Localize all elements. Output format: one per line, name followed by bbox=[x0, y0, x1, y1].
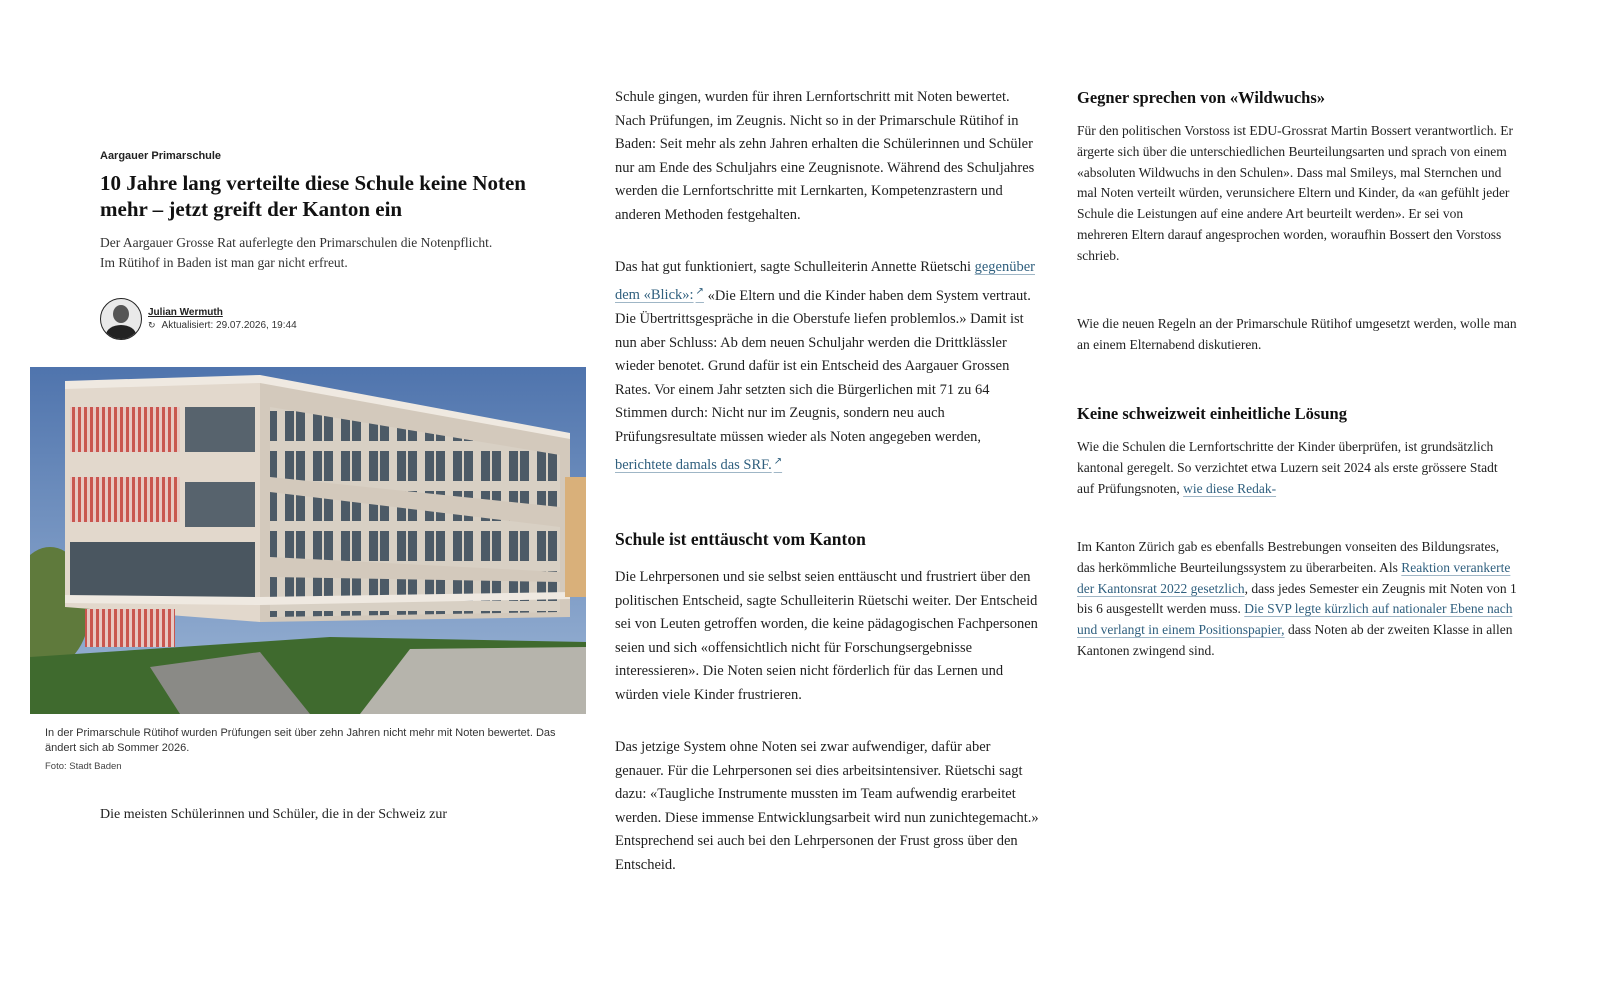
kantonsrat-link[interactable]: Reaktion verankerte der Kantonsrat 2022 gesetzlich bbox=[1077, 559, 1511, 596]
right-paragraph-2: Wie die neuen Regeln an der Primarschule Rütihof umgesetzt werden, wolle man an einem Elternabend diskutieren. bbox=[1077, 316, 1517, 352]
right-paragraph-4: Im Kanton Zürich gab es ebenfalls Bestrebungen vonseiten des Bildungsrates, das herkömmliche Beurteilungssystem zu überarbeiten. Als Reaktion verankerte der Kantonsrat 2022 gesetzlich, dass jedes Semester ein Zeugnis mit Noten von 1 bis 6 ausgestellt werden muss. Die SVP legte kürzlich auf nationaler Ebene nach und verlangt in einem Positionspapier, dass Noten ab der zweiten Klasse in allen Kantonen zwingend sind. bbox=[1077, 539, 1517, 658]
srf-link[interactable]: berichtete damals das SRF. ↗ bbox=[615, 455, 783, 474]
p2-text-a: Das hat gut funktioniert, sagte Schulleiterin Annette Rüetschi bbox=[615, 259, 975, 275]
luzern-link[interactable]: wie diese Redak- bbox=[1183, 480, 1277, 496]
right-paragraph-1: Für den politischen Vorstoss ist EDU-Grossrat Martin Bossert verantwortlich. Er ärgerte sich über die unterschiedlichen Beurteilungsarten und sprach von einem «absoluten Wildwuchs in den Schulen». Dass mal Smileys, mal Sternchen und mal Noten verteilt würden, verunsichere Eltern und Kinder, da «an gefühlt jeder Schule die Leistungen auf eine andere Art beurteilt werden». Er sei von mehreren Eltern darauf angesprochen worden, woraufhin Bossert den Vorstoss schrieb. bbox=[1077, 123, 1513, 263]
updated-label: Aktualisiert: 29.07.2026, 19:44 bbox=[161, 319, 297, 331]
svp-link[interactable]: Die SVP legte kürzlich auf nationaler Ebene nach und verlangt in einem Positionspapier, bbox=[1077, 601, 1513, 638]
section-heading-enttaeuscht: Schule ist enttäuscht vom Kanton bbox=[615, 529, 866, 549]
section-heading-loesung: Keine schweizweit einheitliche Lösung bbox=[1077, 404, 1347, 423]
middle-paragraph-2 bbox=[615, 256, 1040, 478]
author-avatar[interactable] bbox=[100, 298, 142, 340]
external-link-icon: ↗ bbox=[773, 455, 783, 467]
article-lead: Der Aargauer Grosse Rat auferlegte den Primarschulen die Notenpflicht. Im Rütihof in Baden ist man gar nicht erfreut. bbox=[100, 235, 493, 270]
external-link-icon: ↗ bbox=[695, 285, 704, 297]
photo-credit: Foto: Stadt Baden bbox=[45, 761, 122, 772]
school-building-image bbox=[30, 367, 586, 714]
p2-text-b: «Die Eltern und die Kinder haben dem System vertraut. Die Übertrittsgespräche in die Oberstufe liefen problemlos.» Damit ist nun aber Schluss: Ab dem neuen Schuljahr werden die Drittklässler wieder benotet. Grund dafür ist ein Entscheid des Aargauer Grossen Rates. Vor einem Jahr setzten sich die Bürgerlichen mit 71 zu 64 Stimmen durch: Nicht nur im Zeugnis, sondern neu auch Prüfungsresultate müssen wieder als Noten angegeben werden, bbox=[615, 287, 1031, 445]
middle-paragraph-3: Die Lehrpersonen und sie selbst seien enttäuscht und frustriert über den politischen Entscheid, sagte Schulleiterin Rüetschi weiter. Der Entscheid sei von Leuten getroffen worden, die keine pädagogischen Fachpersonen seien und sich «offensichtlich nicht für Forschungsergebnisse interessieren». Die Noten seien nicht förderlich für das Lernen und würden viele Kinder frustrieren. bbox=[615, 569, 1038, 703]
article-intro-paragraph: Die meisten Schülerinnen und Schüler, die in der Schweiz zur bbox=[100, 807, 448, 822]
article-kicker: Aargauer Primarschule bbox=[100, 150, 222, 162]
article-photo[interactable] bbox=[30, 367, 586, 714]
middle-paragraph-1: Schule gingen, wurden für ihren Lernfortschritt mit Noten bewertet. Nach Prüfungen, im Zeugnis. Nicht so in der Primarschule Rütihof in Baden: Seit mehr als zehn Jahren erhalten die Schülerinnen und Schüler nur am Ende des Schuljahrs eine Zeugnisnote. Während des Schuljahres werden die Lernfortschritte mit Lernkarten, Kompetenzrastern und anderen Methoden festgehalten. bbox=[615, 89, 1035, 223]
article-headline: 10 Jahre lang verteilte diese Schule keine Noten mehr – jetzt greift der Kanton ein bbox=[100, 171, 526, 221]
right-paragraph-3: Wie die Schulen die Lernfortschritte der Kinder überprüfen, ist grundsätzlich kantonal geregelt. So verzichtet etwa Luzern seit 2024 als erste grössere Stadt auf Prüfungsnoten, wie diese Redak- bbox=[1077, 439, 1498, 496]
author-byline bbox=[100, 298, 297, 340]
middle-paragraph-4: Das jetzige System ohne Noten sei zwar aufwendiger, dafür aber genauer. Für die Lehrpersonen sei dies arbeitsintensiver. Rüetschi sagt dazu: «Taugliche Instrumente mussten im Team aufwendig erarbeitet werden. Diese immense Entwicklungsarbeit wird nun zunichtegemacht.» Entsprechend sei auch bei den Lehrpersonen der Frust gross über den Entscheid. bbox=[615, 739, 1039, 873]
photo-caption: In der Primarschule Rütihof wurden Prüfungen seit über zehn Jahren nicht mehr mit Noten bewertet. Das ändert sich ab Sommer 2026. bbox=[45, 727, 556, 754]
blick-link[interactable]: gegenüber dem «Blick»: ↗ bbox=[615, 259, 1035, 304]
refresh-icon: ↻ bbox=[148, 320, 156, 331]
section-heading-wildwuchs: Gegner sprechen von «Wildwuchs» bbox=[1077, 88, 1325, 107]
updated-timestamp bbox=[148, 319, 297, 333]
author-name-link[interactable]: Julian Wermuth bbox=[148, 306, 223, 318]
